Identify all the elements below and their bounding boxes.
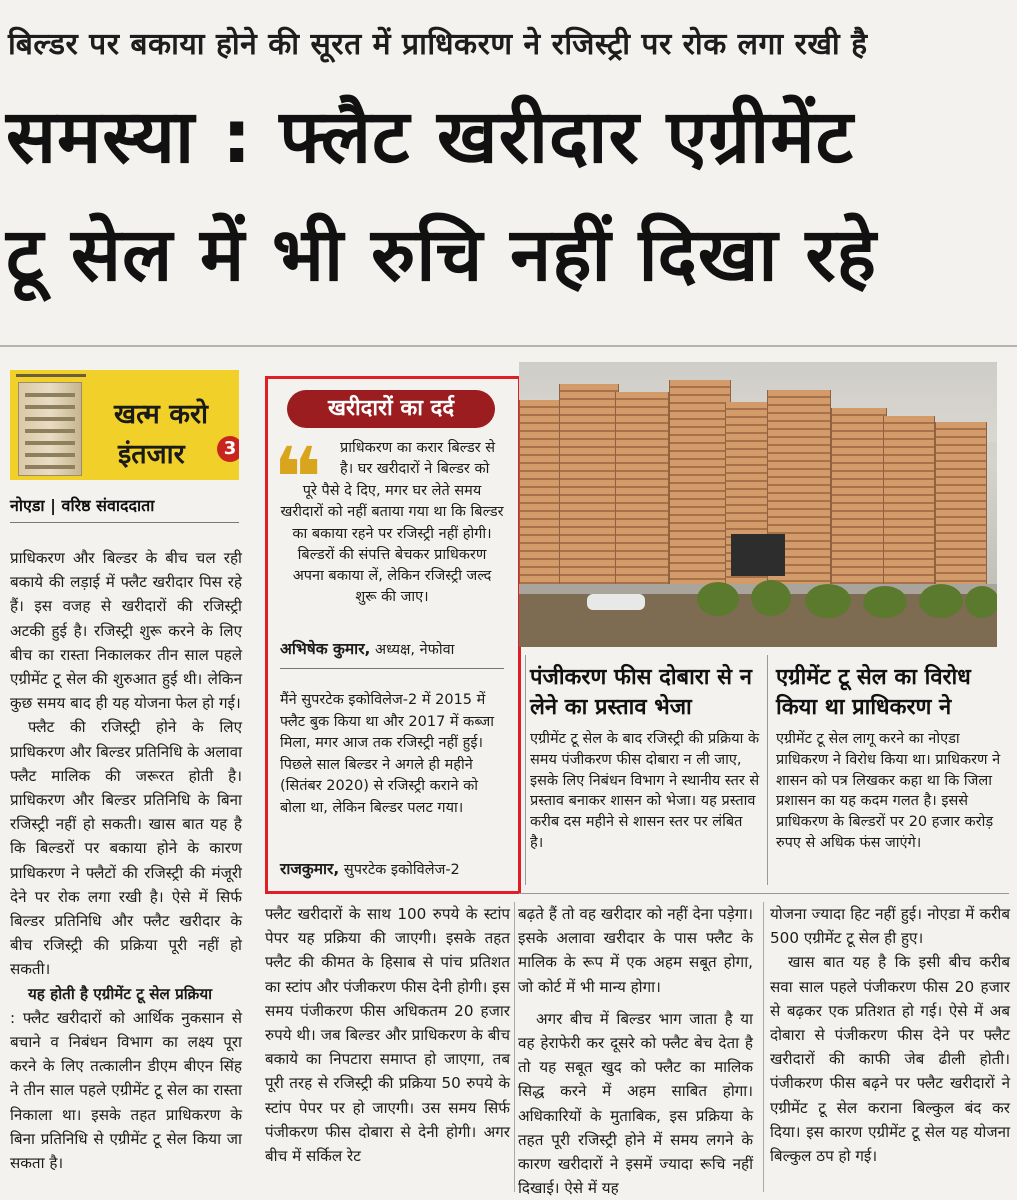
- apartment-towers-photo: [519, 362, 997, 647]
- story2-body: एग्रीमेंट टू सेल के बाद रजिस्ट्री की प्रक्रिया के समय पंजीकरण फीस दोबारा न ली जाए, इसके लिए निबंधन विभाग ने स्थानीय स्तर से प्रस्ताव बनाकर शासन को भेजा। यह प्रस्ताव करीब दस महीने से शासन स्तर पर लंबित है।: [530, 731, 760, 851]
- story3-headline: एग्रीमेंट टू सेल का विरोध किया था प्राधिकरण ने: [776, 665, 971, 720]
- paragraph: बढ़ते हैं तो वह खरीदार को नहीं देना पड़ेगा। इसके अलावा खरीदार के पास फ्लैट के मालिक के रूप में एक अहम सबूत होगा, जो कोर्ट में भी मान्य होगा।: [518, 905, 753, 996]
- person-name: राजकुमार,: [280, 860, 340, 878]
- article-column-3: [518, 902, 753, 1200]
- column-divider: [514, 902, 515, 1192]
- column-divider: [767, 655, 768, 885]
- quote1-lead: प्राधिकरण का करार बिल्डर से है। घर खरीदारों ने बिल्डर को: [340, 440, 496, 478]
- quote1-body: पूरे पैसे दे दिए, मगर घर लेते समय खरीदारों को नहीं बताया गया था कि बिल्डर का बकाया रहने पर रजिस्ट्री नहीं होगी। बिल्डरों की संपत्ति बेचकर प्राधिकरण अपना बकाया लें, लेकिन रजिस्ट्री जल्द शुरू की जाए।: [280, 483, 504, 606]
- paragraph: : फ्लैट खरीदारों को आर्थिक नुकसान से बचाने व निबंधन विभाग का लक्ष्य पूरा करने के लिए तत्कालीन डीएम बीएन सिंह ने तीन साल पहले एग्रीमेंट टू सेल का रास्ता निकाला था। इसके तहत प्राधिकरण के बिना प्रतिनिधि से एग्रीमेंट टू सेल किया जा सकता है।: [10, 1008, 242, 1173]
- story2-headline: पंजीकरण फीस दोबारा से न लेने का प्रस्ताव भेजा: [530, 665, 752, 720]
- column-divider: [525, 655, 526, 885]
- person-role: सुपरटेक इकोविलेज-2: [339, 862, 460, 878]
- main-headline-line2: टू सेल में भी रुचि नहीं दिखा रहे: [6, 212, 877, 298]
- paragraph: प्राधिकरण और बिल्डर के बीच चल रही बकाये की लड़ाई में फ्लैट खरीदार पिस रहे हैं। इस वजह से खरीदारों की रजिस्ट्री अटकी हुई है। रजिस्ट्री शुरू करने के लिए बीच का रास्ता निकालकर तीन साल पहले एग्रीमेंट टू सेल की शुरुआत हुई थी। लेकिन कुछ समय बाद ही यह योजना फेल हो गई।: [10, 549, 242, 713]
- column-divider: [763, 902, 764, 1192]
- person-name: अभिषेक कुमार,: [280, 640, 371, 658]
- section-divider: [519, 893, 1009, 894]
- series-number-badge: 3: [217, 436, 239, 462]
- headline-divider: [0, 345, 1017, 347]
- subhead: यह होती है एग्रीमेंट टू सेल प्रक्रिया: [28, 984, 213, 1003]
- story3-body: एग्रीमेंट टू सेल लागू करने का नोएडा प्राधिकरण ने विरोध किया था। प्राधिकरण ने शासन को पत्र लिखकर कहा था कि जिला प्रशासन का यह कदम गलत है। इससे प्राधिकरण के बिल्डरों पर 20 हजार करोड़ रुपए से अधिक फंस जाएंगे।: [776, 731, 1001, 851]
- paragraph: अगर बीच में बिल्डर भाग जाता है या वह हेराफेरी कर दूसरे को फ्लैट बेच देता है तो यह सबूत खुद को फ्लैट का मालिक सिद्ध करने में अहम साबित होगा। अधिकारियों के मुताबिक, इस प्रक्रिया के तहत पूरी रजिस्ट्री होने में समय लगने के कारण खरीदारों ने इसमें ज्यादा रूचि नहीं दिखाई। ऐसे में यह: [518, 1009, 753, 1198]
- article-column-1: [10, 546, 242, 1175]
- article-column-2: फ्लैट खरीदारों के साथ 100 रुपये के स्टांप पेपर यह प्रक्रिया की जाएगी। इसके तहत फ्लैट की कीमत के हिसाब से पांच प्रतिशत का स्टांप और पंजीकरण फीस देनी होगी। इस समय पंजीकरण फीस अधिकतम 20 हजार रुपये थी। जब बिल्डर और प्राधिकरण के बीच बकाये का निपटारा समाप्त हो जाएगा, तब पूरी तरह से रजिस्ट्री की प्रक्रिया 50 रुपये के स्टांप पेपर पर हो जाएगी। उस समय सिर्फ पंजीकरण फीस दोबारा से देनी होगी। अगर बीच में सर्किल रेट: [265, 905, 510, 1166]
- series-title-line1: खत्म करो: [114, 399, 208, 430]
- quote1-attribution: [280, 637, 454, 659]
- crane-icon: [16, 374, 86, 377]
- series-title-line2: इंतजार: [118, 439, 185, 470]
- sidebar-title: खरीदारों का दर्द: [287, 390, 495, 428]
- quote2-attribution: [280, 857, 460, 879]
- byline: नोएडा | वरिष्ठ संवाददाता: [10, 496, 155, 515]
- kicker-headline: बिल्डर पर बकाया होने की सूरत में प्राधिकरण ने रजिस्ट्री पर रोक लगा रखी है: [8, 27, 868, 62]
- series-logo: [10, 370, 239, 480]
- main-headline-line1: समस्या : फ्लैट खरीदार एग्रीमेंट: [6, 94, 854, 180]
- sidebar-divider: [280, 668, 504, 669]
- quote-mark-icon: ❝: [273, 429, 323, 527]
- quote2-body: मैंने सुपरटेक इकोविलेज-2 में 2015 में फ्लैट बुक किया था और 2017 में कब्जा मिला, मगर आज तक रजिस्ट्री नहीं हुई। पिछले साल बिल्डर ने अगले ही महीने (सितंबर 2020) से रजिस्ट्री कराने को बोला था, लेकिन बिल्डर पलट गया।: [280, 692, 495, 816]
- paragraph: खास बात यह है कि इसी बीच करीब सवा साल पहले पंजीकरण फीस 20 हजार से बढ़कर एक प्रतिशत हो गई। ऐसे में अब दोबारा से पंजीकरण फीस देने पर फ्लैट खरीदारों की काफी जेब ढीली होती। पंजीकरण फीस बढ़ने पर फ्लैट खरीदारों ने एग्रीमेंट टू सेल कराना बिल्कुल बंद कर दिया। इस कारण एग्रीमेंट टू सेल यह योजना बिल्कुल ठप हो गई।: [770, 953, 1010, 1166]
- byline-divider: [10, 522, 239, 523]
- article-column-4: [770, 902, 1010, 1168]
- building-icon: [18, 382, 82, 476]
- person-role: अध्यक्ष, नेफोवा: [370, 642, 455, 658]
- paragraph: फ्लैट की रजिस्ट्री होने के लिए प्राधिकरण और बिल्डर प्रतिनिधि के अलावा फ्लैट मालिक की जरूरत होती है। प्राधिकरण और बिल्डर प्रतिनिधि के बिना रजिस्ट्री नहीं हो सकती। खास बात यह है कि बिल्डरों पर बकाया होने के कारण प्राधिकरण ने फ्लैटों की रजिस्ट्री की मंजूरी देने पर रोक लगा रखी है। ऐसे में सिर्फ बिल्डर प्रतिनिधि और फ्लैट खरीदार के बीच रजिस्ट्री की प्रक्रिया पूरी नहीं हो सकती।: [10, 718, 242, 979]
- paragraph: योजना ज्यादा हिट नहीं हुई। नोएडा में करीब 500 एग्रीमेंट टू सेल ही हुए।: [770, 905, 1010, 948]
